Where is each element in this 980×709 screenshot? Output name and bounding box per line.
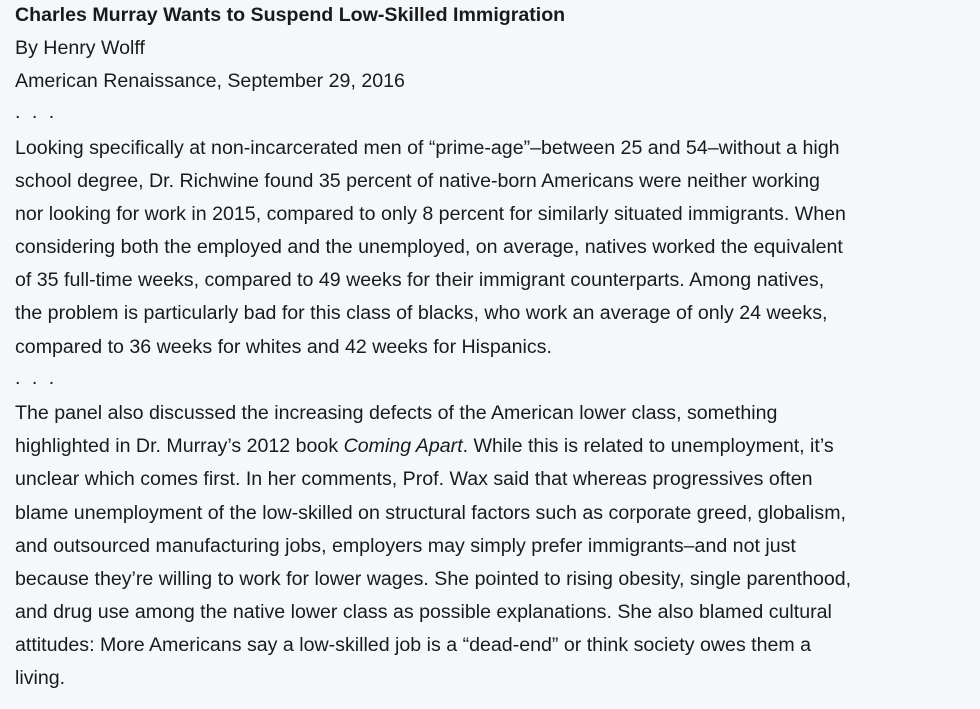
text-segment: highlighted in Dr. Murray’s 2012 book [15,435,344,457]
paragraph-line: because they’re willing to work for lower wages. She pointed to rising obesity, single parenthood, [15,568,852,590]
article-title: Charles Murray Wants to Suspend Low-Skilled Immigration [15,4,566,26]
article-source: American Renaissance, September 29, 2016 [15,70,405,92]
paragraph-line: compared to 36 weeks for whites and 42 weeks for Hispanics. [15,336,552,358]
paragraph-line: of 35 full-time weeks, compared to 49 weeks for their immigrant counterparts. Among natives, [15,269,825,291]
paragraph-line: attitudes: More Americans say a low-skilled job is a “dead-end” or think society owes them a [15,634,812,656]
text-segment: . While this is related to unemployment, it’s [462,435,834,457]
paragraph-line: living. [15,667,66,689]
paragraph-line: the problem is particularly bad for this class of blacks, who work an average of only 24 weeks, [15,302,828,324]
article-byline: By Henry Wolff [15,37,145,59]
paragraph-line [15,430,834,463]
ellipsis-separator: . . . [15,101,58,123]
paragraph-line: unclear which comes first. In her comments, Prof. Wax said that whereas progressives often [15,468,813,490]
book-title: Coming Apart [343,435,463,457]
paragraph-line: school degree, Dr. Richwine found 35 percent of native-born Americans were neither working [15,170,820,192]
paragraph-line: and drug use among the native lower class as possible explanations. She also blamed cultural [15,601,832,623]
paragraph-line: Looking specifically at non-incarcerated men of “prime-age”–between 25 and 54–without a high [15,137,840,159]
paragraph-line: The panel also discussed the increasing defects of the American lower class, something [15,402,778,424]
paragraph-line: blame unemployment of the low-skilled on structural factors such as corporate greed, globalism, [15,502,846,524]
paragraph-line: and outsourced manufacturing jobs, employers may simply prefer immigrants–and not just [15,535,796,557]
paragraph-line: considering both the employed and the unemployed, on average, natives worked the equivalent [15,236,843,258]
paragraph-line: nor looking for work in 2015, compared to only 8 percent for similarly situated immigrants. When [15,203,846,225]
ellipsis-separator: . . . [15,367,58,389]
